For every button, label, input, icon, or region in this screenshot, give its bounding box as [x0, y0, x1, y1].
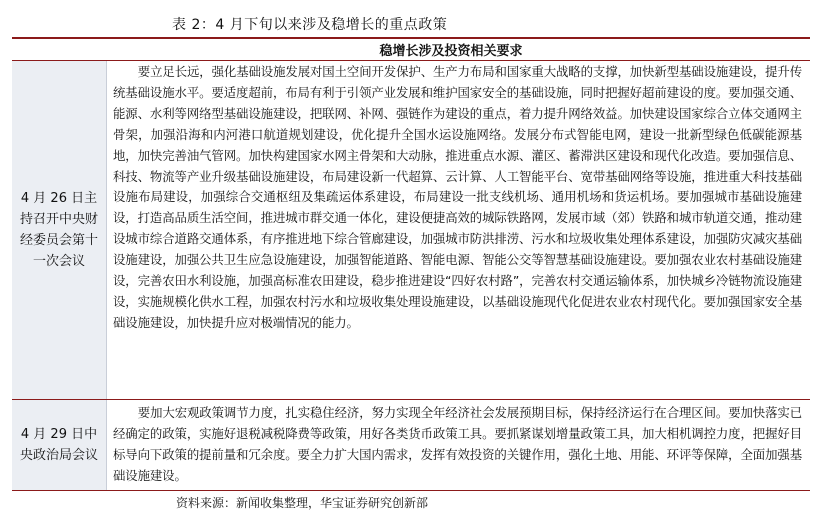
- source-note: 资料来源：新闻收集整理，华宝证券研究创新部: [176, 496, 429, 510]
- meeting-cell: 4 月 29 日中央政治局会议: [12, 400, 107, 490]
- content-cell: [107, 400, 810, 490]
- policy-table: [12, 37, 810, 491]
- content-cell: [107, 61, 810, 399]
- table-row: [12, 61, 810, 400]
- table-row: [12, 400, 810, 491]
- content-text: 要加大宏观政策调节力度，扎实稳住经济，努力实现全年经济社会发展预期目标，保持经济运行在合理区间。要加快落实已经确定的政策，实施好退税减税降费等政策，用好各类货币政策工具。要抓紧谋划增量政策工具，加大相机调控力度，把握好目标导向下政策的提前量和冗余度。要全力扩大国内需求，发挥有效投资的关键作用，强化土地、用能、环评等保障，全面加强基础设施建设。: [113, 405, 802, 483]
- table-header: 稳增长涉及投资相关要求: [12, 39, 810, 61]
- table-title: 表 2：4 月下旬以来涉及稳增长的重点政策: [172, 17, 448, 33]
- content-text: 要立足长远，强化基础设施发展对国土空间开发保护、生产力布局和国家重大战略的支撑，加快新型基础设施建设，提升传统基础设施水平。要适度超前，布局有利于引领产业发展和维护国家安全的基础设施，同时把握好超前建设的度。要加强交通、能源、水利等网络型基础设施建设，把联网、补网、强链作为建设的重点，着力提升网络效益。加快建设国家综合立体交通网主骨架，加强沿海和内河港口航道规划建设，优化提升全国水运设施网络。发展分布式智能电网，建设一批新型绿色低碳能源基地，加快完善油气管网。加快构建国家水网主骨架和大动脉，推进重点水源、灌区、蓄滞洪区建设和现代化改造。要加强信息、科技、物流等产业升级基础设施建设，布局建设新一代超算、云计算、人工智能平台、宽带基础网络等设施，推进重大科技基础设施布局建设，加强综合交通枢纽及集疏运体系建设，布局建设一批支线机场、通用机场和货运机场。要加强城市基础设施建设，打造高品质生活空间，推进城市群交通一体化，建设便捷高效的城际铁路网，发展市域（郊）铁路和城市轨道交通，推动建设城市综合道路交通体系，有序推进地下综合管廊建设，加强城市防洪排涝、污水和垃圾收集处理体系建设，加强防灾减灾基础设施建设，加强公共卫生应急设施建设，加强智能道路、智能电源、智能公交等智慧基础设施建设。要加强农业农村基础设施建设，完善农田水利设施，加强高标准农田建设，稳步推进建设“四好农村路”，完善农村交通运输体系，加快城乡冷链物流设施建设，实施规模化供水工程，加强农村污水和垃圾收集处理设施建设，以基础设施现代化促进农业农村现代化。要加强国家安全基础设施建设，加快提升应对极端情况的能力。: [113, 64, 802, 330]
- meeting-cell: 4 月 26 日主持召开中央财经委员会第十一次会议: [12, 61, 107, 399]
